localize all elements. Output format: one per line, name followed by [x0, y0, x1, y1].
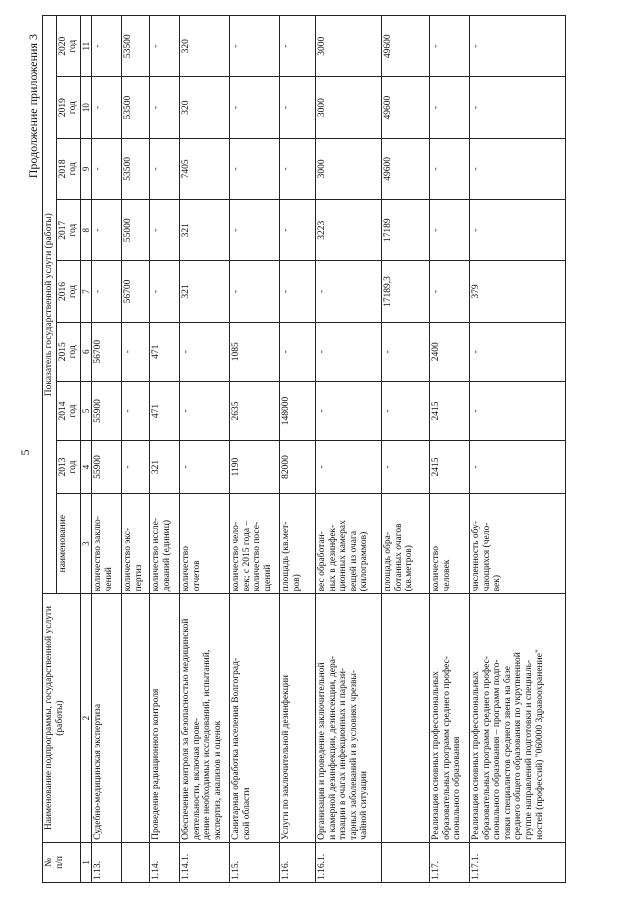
row-value: -	[149, 138, 179, 199]
table-row	[229, 16, 279, 883]
services-table	[42, 15, 566, 883]
row-value: 471	[149, 381, 179, 440]
row-name: Организация и проведение заключительной и камерной дезинфекции, дезинсекции, дера- тизации в очагах инфекционных и парази- тарных заболеваний и в условиях чрезвы- чайной ситуации	[315, 594, 381, 842]
table-row	[121, 16, 149, 883]
row-value: -	[279, 322, 315, 381]
row-value: -	[381, 441, 429, 494]
row-value: 56700	[121, 261, 149, 322]
column-number: 10	[80, 77, 91, 138]
row-value: 471	[149, 322, 179, 381]
row-value: 320	[179, 77, 229, 138]
row-indicator: численность обу- чающихся (чело- век)	[469, 493, 565, 593]
row-value: 55900	[91, 381, 121, 440]
row-number: 1.14.	[149, 842, 179, 882]
row-value: 17189,3	[381, 261, 429, 322]
column-number: 2	[80, 594, 91, 842]
row-value: -	[149, 77, 179, 138]
column-number: 8	[80, 200, 91, 261]
row-value: -	[469, 322, 565, 381]
row-value: 320	[179, 16, 229, 77]
row-value: -	[279, 261, 315, 322]
indicator-group-header: Показатель государственной услуги (работы)	[43, 16, 57, 594]
row-value: -	[279, 200, 315, 261]
row-value: 17189	[381, 200, 429, 261]
row-value: -	[279, 77, 315, 138]
year-header: 2020 год	[56, 16, 80, 77]
row-value: -	[179, 441, 229, 494]
row-name: Проведение радиационного контроля	[149, 594, 179, 842]
row-value: -	[149, 261, 179, 322]
row-name: Обеспечение контроля за безопасностью медицинской деятельности, включая прове- дение необходимых исследований, испытаний, экспертиз, анализов и оценок	[179, 594, 229, 842]
row-value: -	[469, 77, 565, 138]
row-value: -	[469, 381, 565, 440]
row-value: -	[469, 16, 565, 77]
column-number: 11	[80, 16, 91, 77]
column-number: 1	[80, 842, 91, 882]
row-value: -	[229, 77, 279, 138]
row-indicator: площадь обра- ботанных очагов (кв.метров)	[381, 493, 429, 593]
row-value: 1085	[229, 322, 279, 381]
row-value: -	[229, 16, 279, 77]
row-name: Судебно-медицинская экспертиза	[91, 594, 121, 842]
row-value: 49600	[381, 138, 429, 199]
row-value: -	[121, 381, 149, 440]
row-name	[381, 594, 429, 842]
row-value: 55900	[91, 441, 121, 494]
row-value: 53500	[121, 138, 149, 199]
table-row	[429, 16, 469, 883]
row-value: -	[179, 381, 229, 440]
row-value: -	[315, 381, 381, 440]
table-row	[91, 16, 121, 883]
row-indicator: вес обработан- ных в дезинфек- ционных камерах вещей из очага (килограммов)	[315, 493, 381, 593]
column-number: 9	[80, 138, 91, 199]
year-header: 2019 год	[56, 77, 80, 138]
column-number: 7	[80, 261, 91, 322]
row-indicator: количество экс- пертиз	[121, 493, 149, 593]
year-header: 2014 год	[56, 381, 80, 440]
row-value: -	[91, 200, 121, 261]
row-number: 1.17.1.	[469, 842, 565, 882]
row-value: -	[279, 16, 315, 77]
row-indicator: количество отчетов	[179, 493, 229, 593]
row-value: -	[91, 16, 121, 77]
row-value: -	[229, 261, 279, 322]
column-number-row	[80, 16, 91, 883]
table-row	[279, 16, 315, 883]
row-value: -	[121, 322, 149, 381]
row-value: 3000	[315, 77, 381, 138]
row-value: 7405	[179, 138, 229, 199]
page-number: 5	[18, 449, 32, 456]
row-value: -	[469, 200, 565, 261]
row-value: -	[149, 200, 179, 261]
row-value: -	[469, 441, 565, 494]
row-value: 53500	[121, 16, 149, 77]
row-value: -	[91, 138, 121, 199]
row-value: 49600	[381, 77, 429, 138]
row-number	[381, 842, 429, 882]
table-row	[315, 16, 381, 883]
row-value: 3000	[315, 138, 381, 199]
continuation-note: Продолжение приложения 3	[26, 34, 40, 179]
row-value: -	[279, 138, 315, 199]
row-value: -	[179, 322, 229, 381]
row-value: 49600	[381, 16, 429, 77]
table-body	[91, 16, 565, 883]
row-value: -	[429, 77, 469, 138]
row-value: -	[469, 138, 565, 199]
indicator-name-header: наименование	[56, 493, 80, 593]
year-header: 2016 год	[56, 261, 80, 322]
col-name-header: Наименование подпрограммы, государственной услуги (работы)	[43, 594, 81, 842]
row-value: 379	[469, 261, 565, 322]
row-number: 1.16.1.	[315, 842, 381, 882]
table-row	[381, 16, 429, 883]
row-value: -	[381, 381, 429, 440]
row-indicator: количество иссле- дований (единиц)	[149, 493, 179, 593]
row-value: 321	[179, 200, 229, 261]
row-value: -	[315, 322, 381, 381]
row-value: 2415	[429, 441, 469, 494]
row-value: 321	[179, 261, 229, 322]
column-number: 5	[80, 381, 91, 440]
row-value: 53500	[121, 77, 149, 138]
year-header: 2015 год	[56, 322, 80, 381]
row-value: 148000	[279, 381, 315, 440]
row-value: -	[149, 16, 179, 77]
row-value: -	[429, 138, 469, 199]
row-name: Реализация основных профессиональных образовательных программ среднего профес- сионального образования – программ подго- товки специалистов среднего звена на базе среднего общего образования по укрупненной группе направлений подготовки и специаль- ностей (профессий) "060000 Здравоохранение"	[469, 594, 565, 842]
table-row	[179, 16, 229, 883]
row-value: 2635	[229, 381, 279, 440]
row-name: Реализация основных профессиональных образовательных программ среднего профес- сионального образования	[429, 594, 469, 842]
column-number: 4	[80, 441, 91, 494]
row-value: 56700	[91, 322, 121, 381]
table-row	[469, 16, 565, 883]
year-header: 2013 год	[56, 441, 80, 494]
table-header	[43, 16, 92, 883]
year-header: 2017 год	[56, 200, 80, 261]
row-value: 2400	[429, 322, 469, 381]
row-value: 55000	[121, 200, 149, 261]
row-value: -	[315, 441, 381, 494]
row-value: 2415	[429, 381, 469, 440]
row-value: -	[429, 261, 469, 322]
row-value: 82000	[279, 441, 315, 494]
row-value: -	[315, 261, 381, 322]
year-header: 2018 год	[56, 138, 80, 199]
row-value: 3000	[315, 16, 381, 77]
table-row	[149, 16, 179, 883]
row-value: -	[229, 138, 279, 199]
column-number: 6	[80, 322, 91, 381]
row-value: -	[229, 200, 279, 261]
row-number: 1.13.	[91, 842, 121, 882]
row-name: Услуги по заключительной дезинфекции	[279, 594, 315, 842]
row-indicator: количество заклю- чений	[91, 493, 121, 593]
row-value: 3223	[315, 200, 381, 261]
row-value: -	[381, 322, 429, 381]
row-value: -	[91, 261, 121, 322]
row-value: -	[429, 16, 469, 77]
row-indicator: площадь (кв.мет- ров)	[279, 493, 315, 593]
row-value: 1190	[229, 441, 279, 494]
row-value: -	[429, 200, 469, 261]
row-number: 1.14.1.	[179, 842, 229, 882]
row-name	[121, 594, 149, 842]
row-indicator: количество чело- век; с 2015 года – количество посе- щений	[229, 493, 279, 593]
row-name: Санитарная обработка населения Волгоград- ской области	[229, 594, 279, 842]
col-num-header: № п/п	[43, 842, 81, 882]
row-value: -	[121, 441, 149, 494]
row-number: 1.17.	[429, 842, 469, 882]
row-value: -	[91, 77, 121, 138]
row-indicator: количество человек	[429, 493, 469, 593]
row-number: 1.16.	[279, 842, 315, 882]
column-number: 3	[80, 493, 91, 593]
row-number	[121, 842, 149, 882]
row-value: 321	[149, 441, 179, 494]
row-number: 1.15.	[229, 842, 279, 882]
